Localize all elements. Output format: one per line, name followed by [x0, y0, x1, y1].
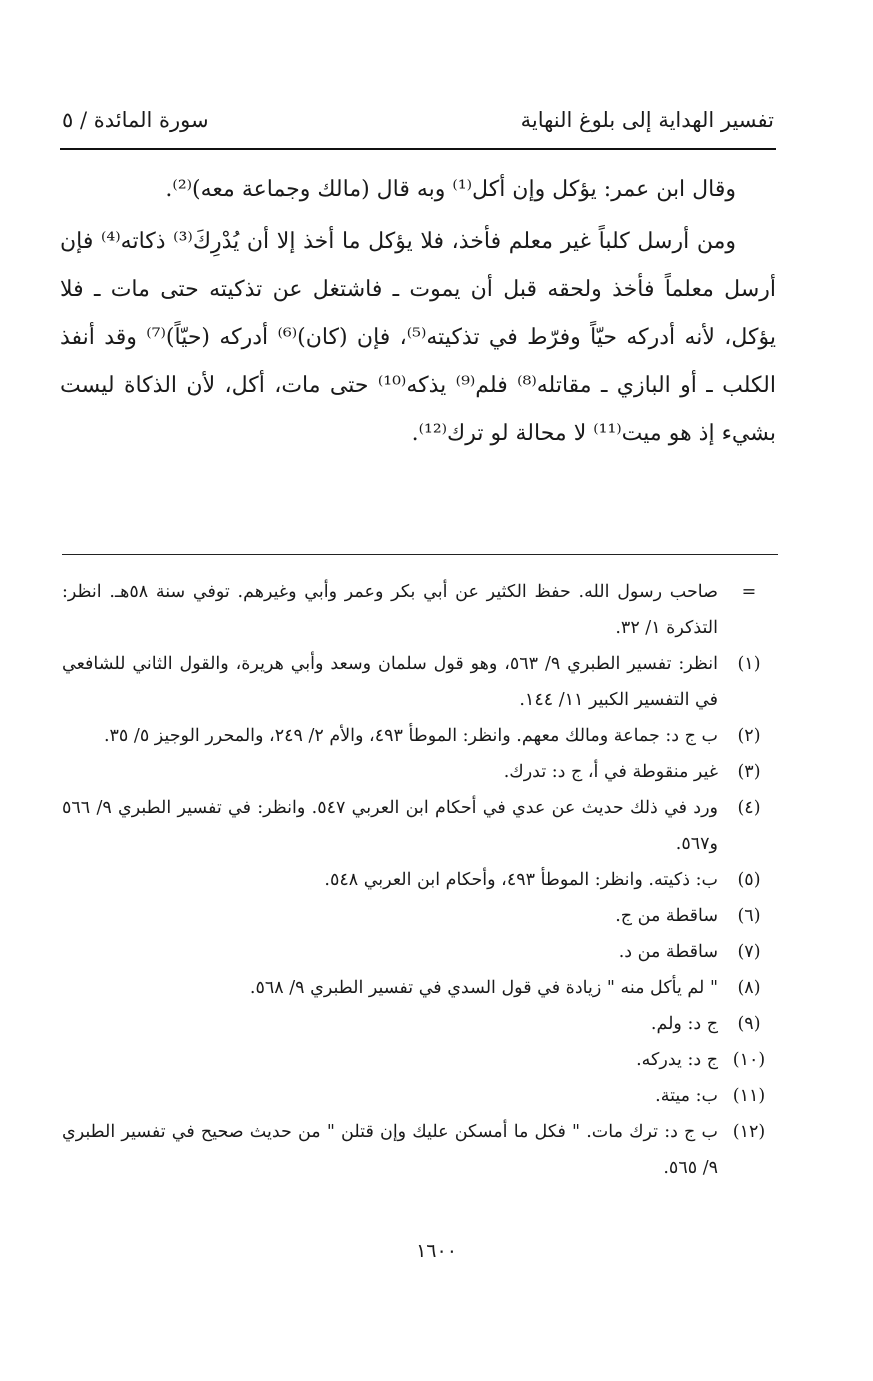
- footnote-text: ورد في ذلك حديث عن عدي في أحكام ابن العربي ٥٤٧. وانظر: في تفسير الطبري ٩/ ٥٦٦ و٥٦٧.: [62, 798, 719, 854]
- footnote: [62, 898, 774, 934]
- footnote: [62, 1006, 774, 1042]
- footnote-text: انظر: تفسير الطبري ٩/ ٥٦٣، وهو قول سلمان وسعد وأبي هريرة، والقول الثاني للشافعي في التفسير الكبير ١١/ ١٤٤.: [62, 654, 718, 710]
- footnote-number: =: [741, 582, 757, 602]
- footnote-text: ساقطة من د.: [618, 942, 718, 962]
- footnote-rule: [62, 554, 778, 555]
- footnote-number: (١١): [732, 1086, 766, 1106]
- footnote-text: غير منقوطة في أ، ج د: تدرك.: [503, 762, 718, 782]
- footnote-number: (٢): [737, 726, 761, 746]
- footnote-number: (٣): [737, 762, 761, 782]
- book-title: تفسير الهداية إلى بلوغ النهاية: [520, 108, 774, 132]
- footnote-number: (٨): [737, 978, 761, 998]
- footnote-text: ب ج د: جماعة ومالك معهم. وانظر: الموطأ ٤٩٣، والأم ٢/ ٢٤٩، والمحرر الوجيز ٥/ ٣٥.: [103, 726, 718, 746]
- header-rule: [60, 148, 776, 150]
- footnote-number: (٧): [737, 942, 761, 962]
- footnote-number: (٤): [737, 798, 761, 818]
- footnote-text: ج د: يدركه.: [636, 1050, 718, 1070]
- footnote: [62, 934, 774, 970]
- footnote-text: صاحب رسول الله. حفظ الكثير عن أبي بكر وعمر وأبي وغيرهم. توفي سنة ٥٨هـ. انظر: التذكرة ١/ ٣٢.: [62, 582, 719, 638]
- footnote-number: (١): [737, 654, 761, 674]
- paragraph-1: وقال ابن عمر: يؤكل وإن أكل⁽¹⁾ وبه قال (مالك وجماعة معه)⁽²⁾.: [165, 177, 736, 202]
- footnote-text: " لم يأكل منه " زيادة في قول السدي في تفسير الطبري ٩/ ٥٦٨.: [249, 978, 718, 998]
- footnote: [62, 970, 774, 1006]
- footnote: [62, 1042, 774, 1078]
- footnote-text: ساقطة من ج.: [615, 906, 718, 926]
- footnote-number: (١٠): [732, 1050, 766, 1070]
- paragraph-2: ومن أرسل كلباً غير معلم فأخذ، فلا يؤكل ما أخذ إلا أن يُدْرِكَ⁽³⁾ ذكاته⁽⁴⁾ فإن أرسل معلماً فأخذ ولحقه قبل أن يموت ـ فاشتغل عن تذكيته حتى مات ـ فلا يؤكل، لأنه أدركه حيّاً وفرّط في تذكيته⁽⁵⁾، فإن (كان)⁽⁶⁾ أدركه (حيّاً)⁽⁷⁾ وقد أنفذ الكلب ـ أو البازي ـ مقاتله⁽⁸⁾ فلم⁽⁹⁾ يذكه⁽¹⁰⁾ حتى مات، أكل، لأن الذكاة ليست بشيء إذ هو ميت⁽¹¹⁾ لا محالة لو ترك⁽¹²⁾.: [60, 229, 776, 446]
- footnote-number: (٦): [737, 906, 761, 926]
- page-number: ١٦٠٠: [416, 1240, 457, 1262]
- footnote: [62, 790, 774, 862]
- main-text: [60, 160, 776, 458]
- footnote: [62, 1078, 774, 1114]
- footnote-number: (١٢): [732, 1122, 766, 1142]
- footnote-text: ب: ميتة.: [655, 1086, 718, 1106]
- footnote-text: ج د: ولم.: [650, 1014, 718, 1034]
- footnote: [62, 718, 774, 754]
- footnote: [62, 754, 774, 790]
- footnote-text: ب ج د: ترك مات. " فكل ما أمسكن عليك وإن قتلن " من حديث صحيح في تفسير الطبري ٩/ ٥٦٥.: [62, 1122, 718, 1178]
- footnote: [62, 574, 774, 646]
- footnote-number: (٩): [737, 1014, 761, 1034]
- footnotes: [62, 574, 774, 1186]
- surah-label: سورة المائدة / ٥: [62, 108, 209, 132]
- footnote: [62, 862, 774, 898]
- footnote-number: (٥): [737, 870, 761, 890]
- footnote: [62, 646, 774, 718]
- footnote-text: ب: ذكيته. وانظر: الموطأ ٤٩٣، وأحكام ابن العربي ٥٤٨.: [324, 870, 718, 890]
- running-header: [62, 108, 774, 144]
- footnote: [62, 1114, 774, 1186]
